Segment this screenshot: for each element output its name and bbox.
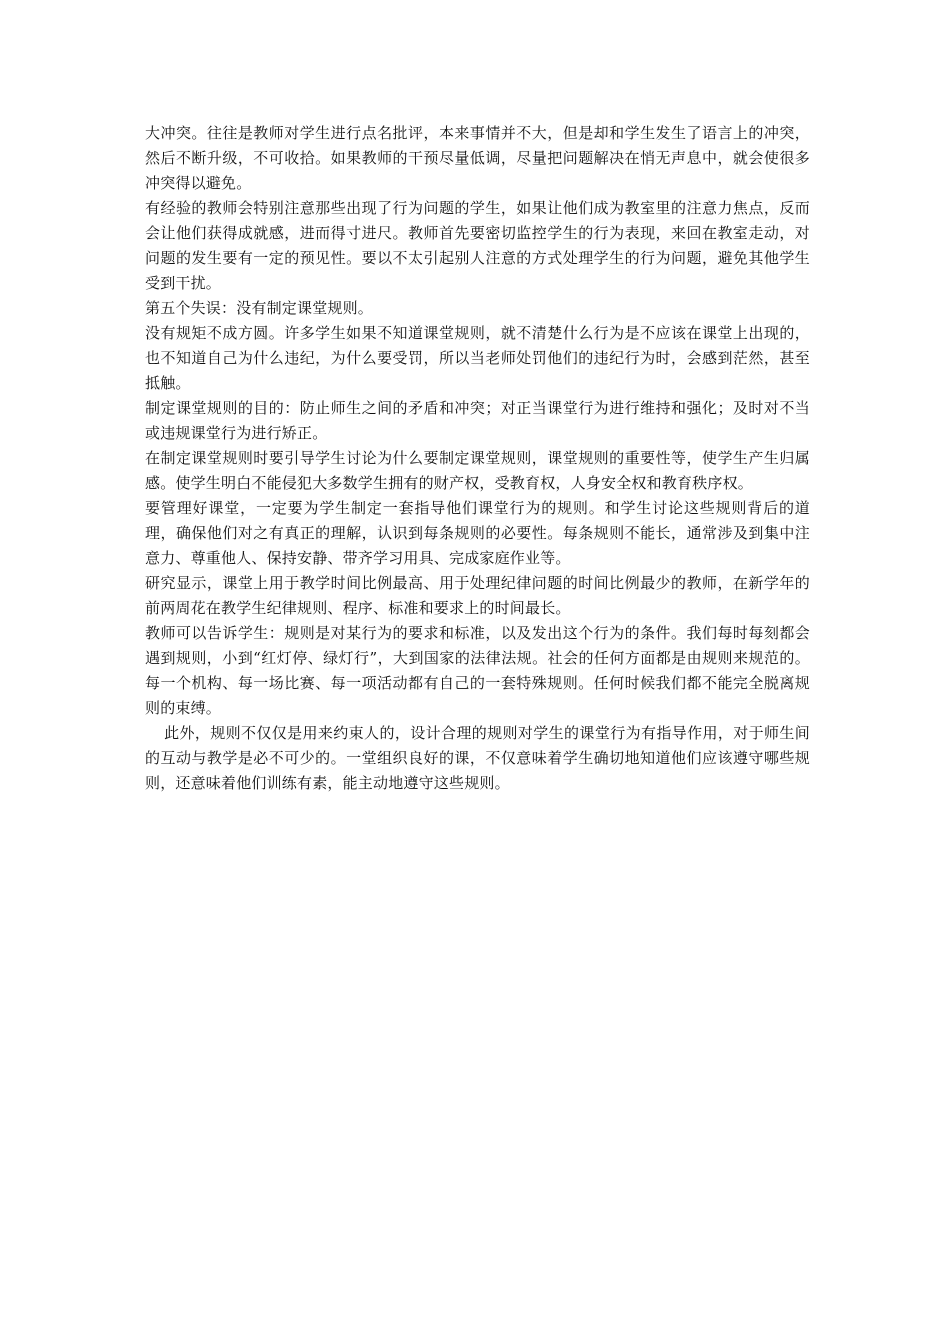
section-heading-fifth-mistake: 第五个失误：没有制定课堂规则。 [145,299,374,317]
paragraph-classroom-management: 要管理好课堂，一定要为学生制定一套指导他们课堂行为的规则。和学生讨论这些规则背后的道理，确保他们对之有真正的理解，认识到每条规则的必要性。每条规则不能长，通常涉及到集中注意力、尊重他人、保持安静、带齐学习用具、完成家庭作业等。 [145,499,810,567]
paragraph-rules-purpose: 制定课堂规则的目的：防止师生之间的矛盾和冲突；对正当课堂行为进行维持和强化；及时对不当或违规课堂行为进行矫正。 [145,399,810,442]
paragraph-no-rules: 没有规矩不成方圆。许多学生如果不知道课堂规则，就不清楚什么行为是不应该在课堂上出现的，也不知道自己为什么违纪，为什么要受罚，所以当老师处罚他们的违纪行为时，会感到茫然，甚至抵触。 [145,324,810,392]
paragraph-research: 研究显示，课堂上用于教学时间比例最高、用于处理纪律问题的时间比例最少的教师，在新学年的前两周花在教学生纪律规则、程序、标准和要求上的时间最长。 [145,574,810,617]
paragraph-conflict-escalation: 大冲突。往往是教师对学生进行点名批评，本来事情并不大，但是却和学生发生了语言上的冲突，然后不断升级，不可收拾。如果教师的干预尽量低调，尽量把问题解决在悄无声息中，就会使很多冲突得以避免。 [145,124,810,192]
paragraph-tell-students: 教师可以告诉学生：规则是对某行为的要求和标准，以及发出这个行为的条件。我们每时每刻都会遇到规则，小到“红灯停、绿灯行”，大到国家的法律法规。社会的任何方面都是由规则来规范的。每一个机构、每一场比赛、每一项活动都有自己的一套特殊规则。任何时候我们都不能完全脱离规则的束缚。 [145,624,810,717]
paragraph-rules-discussion: 在制定课堂规则时要引导学生讨论为什么要制定课堂规则，课堂规则的重要性等，使学生产生归属感。使学生明白不能侵犯大多数学生拥有的财产权，受教育权，人身安全权和教育秩序权。 [145,449,810,492]
paragraph-conclusion: 此外，规则不仅仅是用来约束人的，设计合理的规则对学生的课堂行为有指导作用，对于师生间的互动与教学是必不可少的。一堂组织良好的课，不仅意味着学生确切地知道他们应该遵守哪些规则，还意味着他们训练有素，能主动地遵守这些规则。 [145,724,810,792]
document-body [145,121,810,796]
paragraph-experienced-teacher: 有经验的教师会特别注意那些出现了行为问题的学生，如果让他们成为教室里的注意力焦点，反而会让他们获得成就感，进而得寸进尺。教师首先要密切监控学生的行为表现，来回在教室走动，对问题的发生要有一定的预见性。要以不太引起别人注意的方式处理学生的行为问题，避免其他学生受到干扰。 [145,199,810,292]
